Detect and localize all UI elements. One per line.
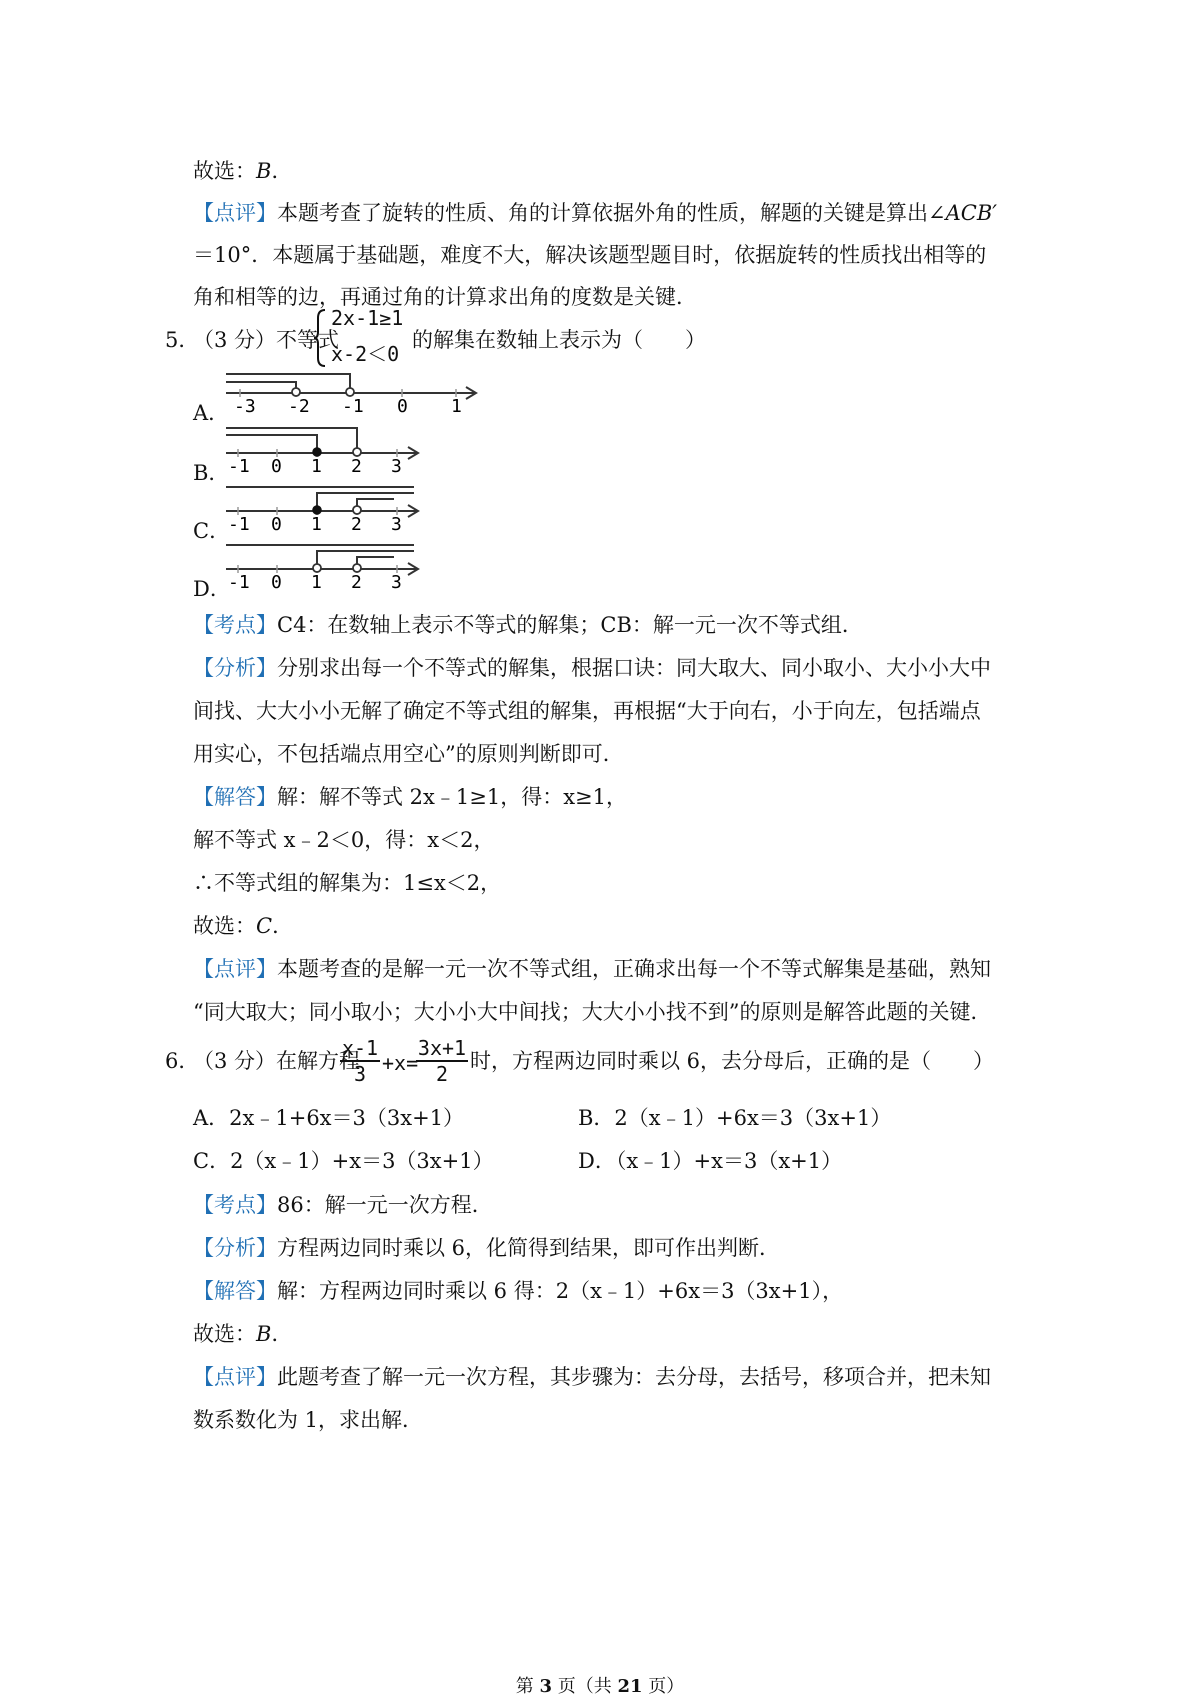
tick-label: 2 [351, 456, 362, 475]
page-number: 3 [539, 1676, 552, 1697]
tick-label: -2 [288, 396, 310, 415]
tick-label: 0 [397, 396, 408, 415]
q6-option-c: C．2（x﹣1）+x＝3（3x+1） [193, 1149, 494, 1173]
q6-kaodian: 【考点】86：解一元一次方程． [193, 1193, 493, 1217]
tick-label: -1 [228, 514, 250, 533]
q5-dianping-line-1: 【点评】本题考查的是解一元一次不等式组，正确求出每一个不等式解集是基础，熟知 [193, 957, 991, 981]
prev-review-line-2: ＝10°．本题属于基础题，难度不大，解决该题型题目时，依据旋转的性质找出相等的 [193, 243, 987, 267]
q5-jieda-line-1: 【解答】解：解不等式 2x﹣1≥1，得：x≥1， [193, 785, 627, 809]
tick-label: 2 [351, 572, 362, 591]
q5-kaodian: 【考点】C4：在数轴上表示不等式的解集；CB：解一元一次不等式组． [193, 613, 863, 637]
q6-dianping-line-1: 【点评】此题考查了解一元一次方程，其步骤为：去分母，去括号，移项合并，把未知 [193, 1365, 991, 1389]
tick-label: 1 [311, 514, 322, 533]
tick-label: -3 [234, 396, 256, 415]
tick-label: 0 [271, 514, 282, 533]
q5-system-line-2: x-2＜0 [331, 342, 400, 366]
tick-label: 3 [391, 572, 402, 591]
number-line-a [224, 365, 484, 415]
q5-stem-after: 的解集在数轴上表示为（ ） [412, 328, 706, 352]
q6-fenxi: 【分析】方程两边同时乘以 6，化简得到结果，即可作出判断． [193, 1236, 781, 1260]
q5-fenxi-line-2: 间找、大大小小无解了确定不等式组的解集，再根据“大于向右，小于向左，包括端点 [193, 699, 981, 723]
q5-system-line-1: 2x-1≥1 [331, 306, 404, 330]
page-total: 21 [617, 1676, 643, 1697]
prev-answer-line: 故选：B． [193, 159, 293, 183]
q6-stem-before: （3 分）在解方程 [193, 1049, 361, 1073]
q6-number: 6． [165, 1049, 200, 1073]
tick-label: 1 [451, 396, 462, 415]
tick-label: 1 [311, 456, 322, 475]
review-tag: 【点评】 [193, 201, 277, 225]
number-line-c [224, 483, 424, 533]
q5-stem-before: （3 分）不等式 [193, 328, 340, 352]
number-line-b [224, 425, 424, 475]
brace-icon [313, 308, 327, 368]
page-footer: 第 3 页（共 21 页） [515, 1676, 685, 1697]
q6-option-a: A．2x﹣1+6x＝3（3x+1） [193, 1106, 465, 1130]
q6-fraction-1: $\frac{x-1}{3}$ [341, 1036, 379, 1086]
tick-label: 3 [391, 456, 402, 475]
q5-jieda-line-3: ∴不等式组的解集为：1≤x＜2， [193, 871, 502, 895]
tick-label: -1 [228, 572, 250, 591]
q5-option-c-label: C． [193, 519, 231, 543]
q5-jieda-line-2: 解不等式 x﹣2＜0，得：x＜2， [193, 828, 495, 852]
tick-label: 3 [391, 514, 402, 533]
q5-option-d-label: D． [193, 577, 231, 601]
q5-fenxi-line-1: 【分析】分别求出每一个不等式的解集，根据口诀：同大取大、同小取小、大小小大中 [193, 656, 991, 680]
q5-dianping-line-2: “同大取大；同小取小；大小小大中间找；大大小小找不到”的原则是解答此题的关键． [193, 1000, 992, 1024]
prev-review-line-3: 角和相等的边，再通过角的计算求出角的度数是关键． [193, 285, 697, 309]
q6-stem-after: 时，方程两边同时乘以 6，去分母后，正确的是（ ） [470, 1049, 995, 1073]
q6-answer-line: 故选：B． [193, 1322, 293, 1346]
tick-label: 0 [271, 572, 282, 591]
tick-label: -1 [228, 456, 250, 475]
q6-dianping-line-2: 数系数化为 1，求出解． [193, 1408, 424, 1432]
q5-option-a-label: A． [193, 401, 230, 425]
q6-option-b: B．2（x﹣1）+6x＝3（3x+1） [578, 1106, 892, 1130]
q6-plus-x: +x= [382, 1051, 419, 1075]
q5-fenxi-line-3: 用实心，不包括端点用空心”的原则判断即可． [193, 742, 624, 766]
tick-label: 2 [351, 514, 362, 533]
tick-label: 1 [311, 572, 322, 591]
q6-jieda: 【解答】解：方程两边同时乘以 6 得：2（x﹣1）+6x＝3（3x+1）， [193, 1279, 844, 1303]
q5-answer-line: 故选：C． [193, 914, 294, 938]
tick-label: 0 [271, 456, 282, 475]
tick-label: -1 [342, 396, 364, 415]
q6-option-d: D．（x﹣1）+x＝3（x+1） [578, 1149, 843, 1173]
q5-option-b-label: B． [193, 461, 230, 485]
q6-fraction-2: $\frac{3x+1}{2}$ [417, 1036, 467, 1086]
number-line-d [224, 541, 424, 591]
prev-review-line-1: 【点评】本题考查了旋转的性质、角的计算依据外角的性质，解题的关键是算出∠ACB′ [193, 201, 998, 225]
q5-number: 5． [165, 328, 200, 352]
